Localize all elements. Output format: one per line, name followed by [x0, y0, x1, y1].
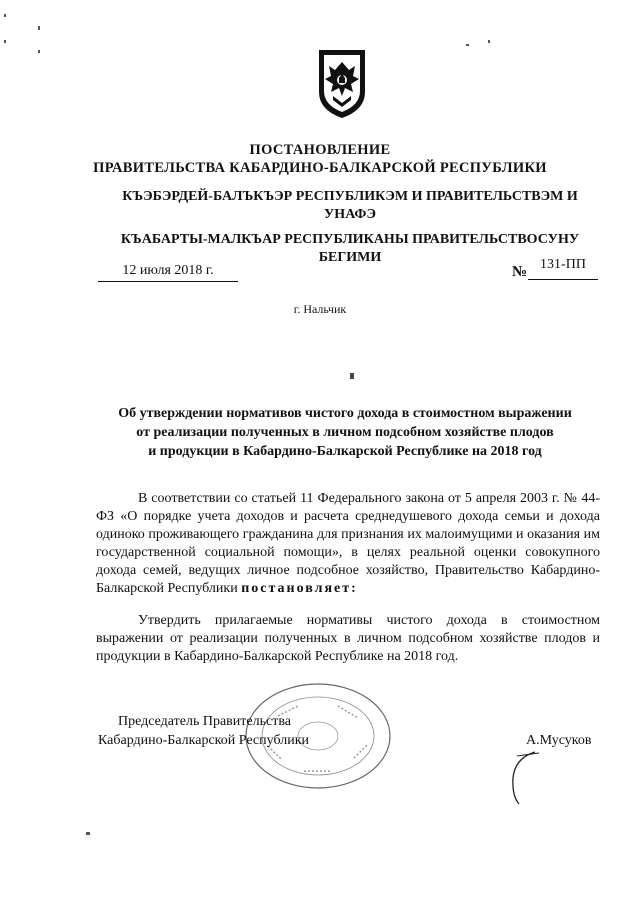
government-heading: ПРАВИТЕЛЬСТВА КАБАРДИНО-БАЛКАРСКОЙ РЕСПУБЛИКИ [93, 160, 547, 176]
signatory-name: А.Мусуков [526, 733, 592, 748]
scan-speck [38, 50, 40, 53]
scan-mark [350, 373, 354, 379]
number-label: № [512, 264, 528, 280]
scan-speck [38, 26, 40, 30]
balkar-heading: КЪАБАРТЫ-МАЛКЪАР РЕСПУБЛИКАНЫ ПРАВИТЕЛЬСТВОСУНУ БЕГИМИ [120, 232, 580, 265]
scan-speck [4, 40, 6, 43]
kabardian-heading: КЪЭБЭРДЕЙ-БАЛЪКЪЭР РЕСПУБЛИКЭМ И ПРАВИТЕЛЬСТВЭМ И УНАФЭ [122, 189, 578, 222]
resolution-paragraph: Утвердить прилагаемые нормативы чистого дохода в стоимостном выражении от реализации полученных в личном подсобном хозяйстве плодов и продукции в Кабардино-Балкарской Республике на 2018 год. [96, 613, 600, 664]
document-number: 131-ПП [528, 257, 598, 280]
signatory-position-line2: Кабардино-Балкарской Республики [98, 733, 309, 748]
title-line: Об утверждении нормативов чистого дохода в стоимостном выражении [118, 406, 572, 421]
title-line: от реализации полученных в личном подсобном хозяйстве плодов [136, 425, 554, 440]
document-date: 12 июля 2018 г. [98, 263, 238, 282]
preamble-paragraph [96, 490, 600, 598]
document-title [95, 404, 595, 461]
scan-speck [488, 40, 490, 43]
handwritten-signature-icon [505, 748, 545, 808]
scan-speck [86, 832, 90, 835]
signatory-position-line1: Председатель Правительства [118, 714, 291, 729]
scan-speck [4, 14, 6, 17]
title-line: и продукции в Кабардино-Балкарской Республике на 2018 год [148, 444, 542, 459]
scan-speck [466, 44, 469, 46]
city-name: г. Нальчик [293, 302, 347, 316]
preamble-text: В соответствии со статьей 11 Федерального закона от 5 апреля 2003 г. № 44-ФЗ «О порядке учета доходов и расчета среднедушевого дохода семьи и дохода одиноко проживающего гражданина для признания их малоимущими и оказания им государственной социальной помощи», в целях реальной оценки совокупного дохода семей, ведущих личное подсобное хозяйство, Правительство Кабардино-Балкарской Республики [96, 491, 600, 596]
doc-type-heading: ПОСТАНОВЛЕНИЕ [249, 142, 391, 158]
decree-keyword: постановляет: [241, 581, 358, 596]
coat-of-arms-icon [315, 46, 369, 120]
